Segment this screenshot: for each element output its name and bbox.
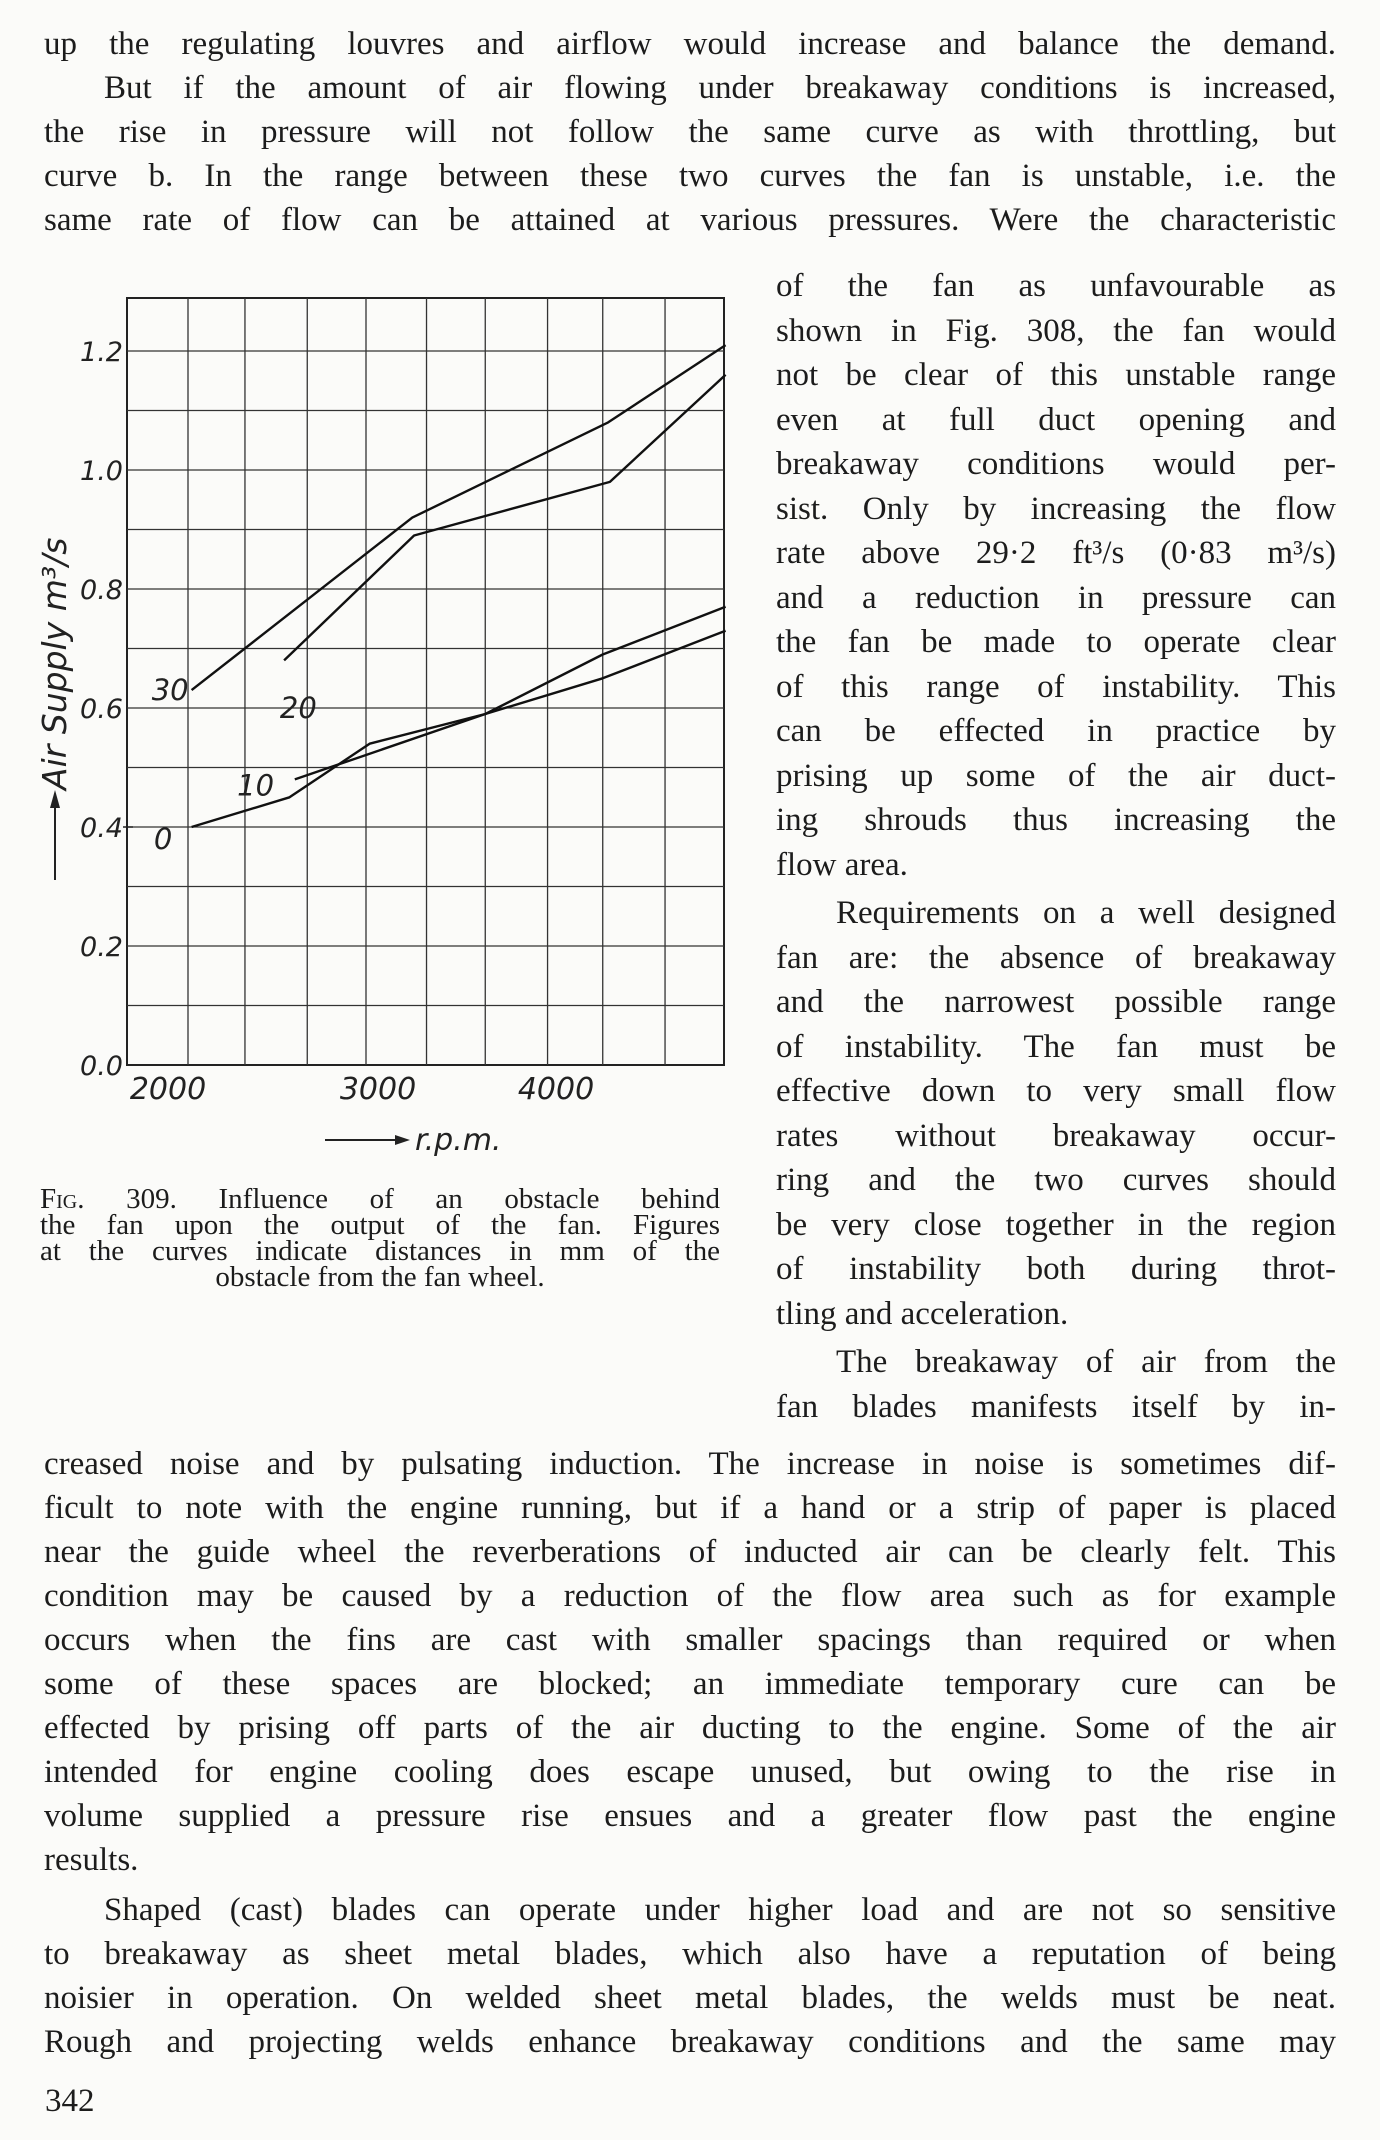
- text-line: fan blades manifests itself by in-: [776, 1388, 1336, 1425]
- x-tick-label: 2000: [129, 1072, 207, 1107]
- text-line: can be effected in practice by: [776, 713, 1336, 749]
- chart-labels: [35, 337, 594, 1158]
- text-line: Requirements on a well designed: [836, 895, 1336, 931]
- figure-caption: [40, 1183, 720, 1293]
- text-line: some of these spaces are blocked; an immediate temporary cure can be: [44, 1666, 1336, 1702]
- text-line: to breakaway as sheet metal blades, which also have a reputation of being: [44, 1936, 1336, 1972]
- chart-curves: [192, 345, 726, 827]
- text-line: shown in Fig. 308, the fan would: [776, 312, 1336, 349]
- text-line: not be clear of this unstable range: [776, 357, 1336, 393]
- text-line: ring and the two curves should: [776, 1162, 1336, 1198]
- text-line: volume supplied a pressure rise ensues and a greater flow past the engine: [44, 1798, 1336, 1834]
- text-line: of instability both during throt-: [776, 1251, 1336, 1287]
- caption-line: obstacle from the fan wheel.: [215, 1261, 545, 1293]
- text-line: prising up some of the air duct-: [776, 757, 1336, 794]
- caption-line: at the curves indicate distances in mm of the: [40, 1235, 720, 1267]
- x-tick-label: 3000: [339, 1072, 417, 1107]
- y-tick-label: 1.0: [80, 456, 123, 487]
- text-line: occurs when the fins are cast with smaller spacings than required or when: [44, 1622, 1336, 1658]
- text-line: of instability. The fan must be: [776, 1028, 1336, 1065]
- text-line: effective down to very small flow: [776, 1073, 1336, 1109]
- text-line: ficult to note with the engine running, but if a hand or a strip of paper is placed: [44, 1490, 1336, 1526]
- text-line: noisier in operation. On welded sheet metal blades, the welds must be neat.: [44, 1980, 1336, 2016]
- y-axis-label: Air Supply m³/s: [35, 537, 74, 790]
- figure-309-chart: [0, 270, 760, 1170]
- curve-label: 10: [237, 768, 275, 803]
- y-tick-label: 1.2: [80, 337, 123, 368]
- curve-label: 0: [153, 821, 173, 856]
- text-line: the fan be made to operate clear: [776, 624, 1336, 660]
- text-line: ing shrouds thus increasing the: [776, 802, 1336, 838]
- y-tick-label: 0.6: [80, 694, 123, 725]
- text-line: and the narrowest possible range: [776, 984, 1336, 1020]
- caption-line: Fig. 309. Influence of an obstacle behind: [40, 1183, 720, 1215]
- x-axis-label: r.p.m.: [415, 1123, 502, 1158]
- text-line: breakaway conditions would per-: [776, 446, 1336, 482]
- text-line: results.: [44, 1842, 139, 1878]
- curve-20mm: [284, 375, 725, 661]
- text-line: rates without breakaway occur-: [776, 1117, 1336, 1154]
- text-line: even at full duct opening and: [776, 401, 1336, 438]
- text-line: fan are: the absence of breakaway: [776, 939, 1336, 976]
- text-line: Shaped (cast) blades can operate under higher load and are not so sensitive: [104, 1892, 1336, 1928]
- text-line: sist. Only by increasing the flow: [776, 490, 1336, 527]
- curve-label: 20: [279, 691, 317, 725]
- text-line: near the guide wheel the reverberations of inducted air can be clearly felt. This: [44, 1534, 1336, 1570]
- curve-label: 30: [151, 673, 189, 708]
- y-tick-label: 0.2: [80, 932, 123, 963]
- text-line: and a reduction in pressure can: [776, 579, 1336, 616]
- text-line: curve b. In the range between these two curves the fan is unstable, i.e. the: [44, 158, 1336, 194]
- text-line: of this range of instability. This: [776, 668, 1336, 705]
- text-line: tling and acceleration.: [776, 1295, 1069, 1332]
- page-number: 342: [45, 2083, 95, 2119]
- text-line: up the regulating louvres and airflow would increase and balance the demand.: [44, 26, 1336, 62]
- text-line: rate above 29·2 ft³/s (0·83 m³/s): [776, 535, 1336, 571]
- text-line: flow area.: [776, 846, 908, 883]
- text-line: condition may be caused by a reduction of the flow area such as for example: [44, 1578, 1336, 1614]
- curve-10mm: [295, 607, 726, 780]
- text-line: the rise in pressure will not follow the same curve as with throttling, but: [44, 114, 1336, 150]
- text-line: effected by prising off parts of the air ducting to the engine. Some of the air: [44, 1710, 1336, 1746]
- caption-line: the fan upon the output of the fan. Figures: [40, 1209, 720, 1241]
- chart-grid: [127, 298, 724, 1065]
- text-line: The breakaway of air from the: [836, 1344, 1336, 1380]
- text-line: Rough and projecting welds enhance breakaway conditions and the same may: [44, 2024, 1336, 2060]
- x-tick-label: 4000: [517, 1072, 595, 1107]
- text-line: same rate of flow can be attained at various pressures. Were the characteristic: [44, 202, 1336, 238]
- text-line: intended for engine cooling does escape unused, but owing to the rise in: [44, 1754, 1336, 1790]
- y-tick-label: 0.0: [80, 1051, 123, 1082]
- y-tick-label: 0.8: [80, 575, 123, 606]
- text-line: But if the amount of air flowing under breakaway conditions is increased,: [104, 70, 1336, 106]
- text-line: of the fan as unfavourable as: [776, 268, 1336, 304]
- text-line: be very close together in the region: [776, 1206, 1336, 1243]
- text-line: creased noise and by pulsating induction. The increase in noise is sometimes dif-: [44, 1446, 1336, 1482]
- caption-label: Fig. 309.: [40, 1183, 177, 1215]
- y-tick-label: 0.4: [80, 813, 123, 844]
